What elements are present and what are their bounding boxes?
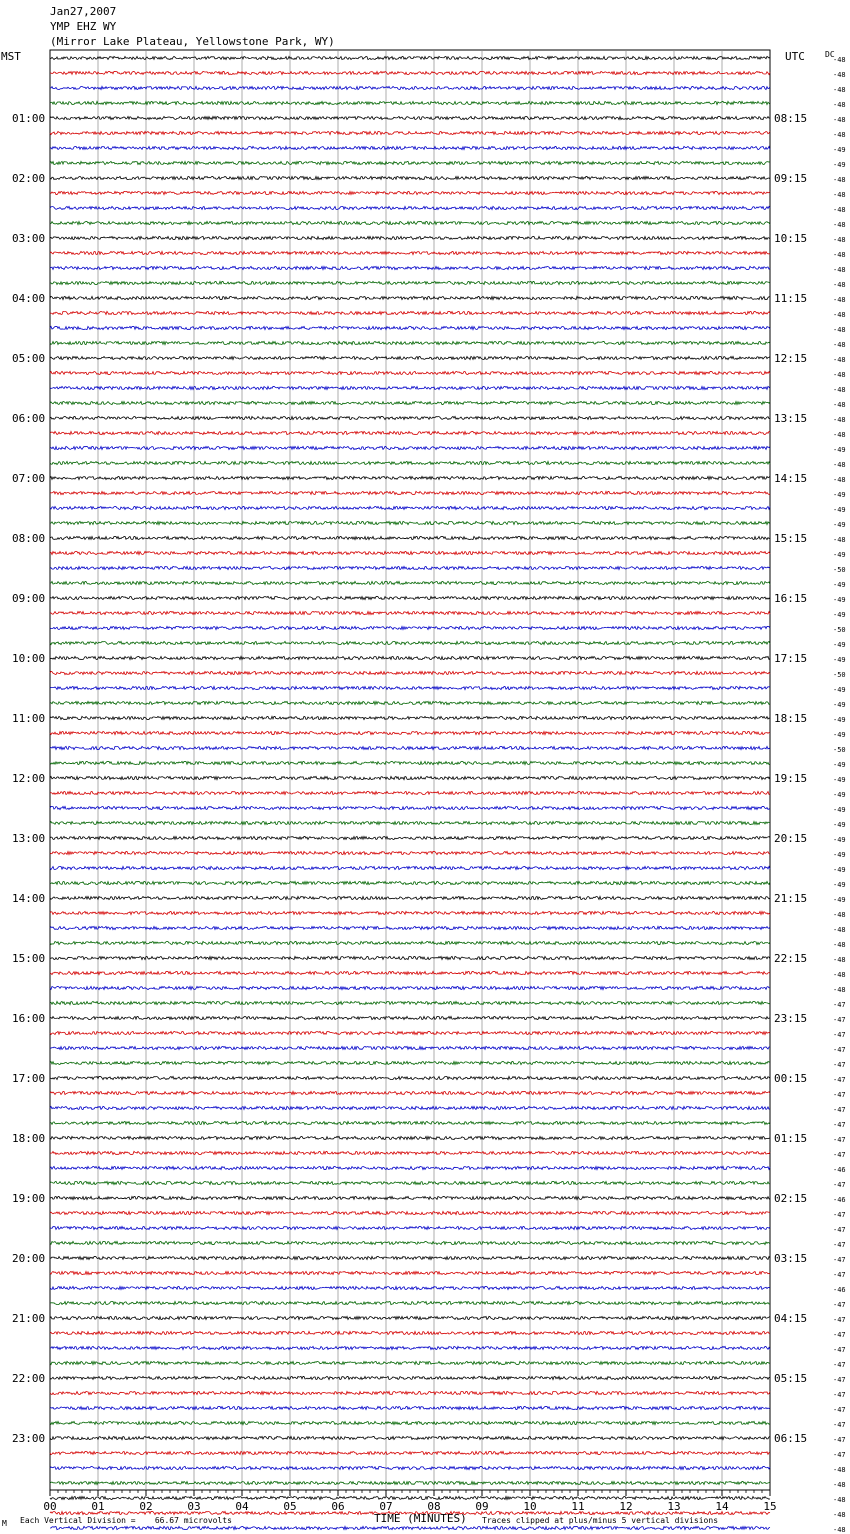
dc-offset-label: -49: [833, 896, 846, 904]
header-date: Jan27,2007: [50, 5, 117, 18]
trace-line: [50, 1316, 770, 1319]
dc-offset-label: -48: [833, 956, 846, 964]
trace-line: [50, 1181, 770, 1184]
trace-line: [50, 596, 770, 599]
trace-line: [50, 956, 770, 959]
x-tick-label: 09: [475, 1500, 489, 1513]
trace-line: [50, 1136, 770, 1139]
trace-line: [50, 1376, 770, 1379]
trace-line: [50, 251, 770, 254]
trace-line: [50, 71, 770, 74]
trace-line: [50, 296, 770, 299]
x-tick-label: 05: [283, 1500, 297, 1513]
trace-line: [50, 1196, 770, 1199]
x-axis-title: TIME (MINUTES): [374, 1512, 467, 1525]
trace-line: [50, 1361, 770, 1364]
mst-hour-label: 18:00: [12, 1132, 46, 1145]
x-tick-label: 07: [379, 1500, 393, 1513]
dc-offset-label: -47: [833, 1271, 846, 1279]
trace-line: [50, 851, 770, 854]
trace-line: [50, 836, 770, 839]
trace-line: [50, 1121, 770, 1124]
dc-offset-label: -48: [833, 431, 846, 439]
mst-hour-label: 22:00: [12, 1372, 46, 1385]
trace-line: [50, 521, 770, 524]
trace-line: [50, 1496, 770, 1499]
dc-offset-label: -47: [833, 1106, 846, 1114]
mst-hour-label: 21:00: [12, 1312, 46, 1325]
dc-offset-label: -47: [833, 1001, 846, 1009]
mst-hour-label: 20:00: [12, 1252, 46, 1265]
dc-offset-label: -47: [833, 1451, 846, 1459]
trace-line: [50, 236, 770, 239]
dc-offset-label: -49: [833, 146, 846, 154]
utc-hour-label: 03:15: [774, 1252, 808, 1265]
mst-hour-label: 07:00: [12, 472, 46, 485]
trace-line: [50, 491, 770, 494]
trace-line: [50, 776, 770, 779]
trace-line: [50, 1031, 770, 1034]
trace-line: [50, 1421, 770, 1424]
dc-offset-label: -48: [833, 236, 846, 244]
trace-line: [50, 221, 770, 224]
trace-line: [50, 446, 770, 449]
mst-hour-label: 15:00: [12, 952, 46, 965]
utc-hour-label: 20:15: [774, 832, 808, 845]
dc-offset-label: -48: [833, 266, 846, 274]
trace-line: [50, 1481, 770, 1484]
trace-line: [50, 1466, 770, 1469]
dc-offset-label: -48: [833, 341, 846, 349]
dc-offset-label: -48: [833, 986, 846, 994]
dc-offset-label: -48: [833, 356, 846, 364]
trace-line: [50, 176, 770, 179]
x-tick-label: 00: [43, 1500, 57, 1513]
utc-hour-label: 08:15: [774, 112, 808, 125]
utc-hour-label: 13:15: [774, 412, 808, 425]
dc-offset-label: -48: [833, 941, 846, 949]
trace-line: [50, 611, 770, 614]
trace-line: [50, 1406, 770, 1409]
x-tick-label: 04: [235, 1500, 249, 1513]
dc-offset-label: -49: [833, 806, 846, 814]
utc-hour-label: 15:15: [774, 532, 808, 545]
dc-offset-label: -48: [833, 1466, 846, 1474]
dc-offset-label: -49: [833, 776, 846, 784]
utc-hour-label: 09:15: [774, 172, 808, 185]
dc-offset-label: -49: [833, 866, 846, 874]
utc-hour-label: 10:15: [774, 232, 808, 245]
dc-offset-label: -50: [833, 566, 846, 574]
utc-hour-label: 11:15: [774, 292, 808, 305]
trace-line: [50, 461, 770, 464]
trace-line: [50, 806, 770, 809]
trace-line: [50, 551, 770, 554]
x-tick-label: 13: [667, 1500, 681, 1513]
trace-line: [50, 761, 770, 764]
mst-hour-label: 16:00: [12, 1012, 46, 1025]
trace-line: [50, 1436, 770, 1439]
trace-line: [50, 386, 770, 389]
dc-offset-label: -48: [833, 116, 846, 124]
trace-line: [50, 656, 770, 659]
trace-line: [50, 506, 770, 509]
dc-offset-label: -47: [833, 1181, 846, 1189]
trace-line: [50, 326, 770, 329]
dc-offset-label: -46: [833, 1196, 846, 1204]
trace-line: [50, 191, 770, 194]
dc-offset-label: -47: [833, 1346, 846, 1354]
trace-line: [50, 686, 770, 689]
trace-line: [50, 116, 770, 119]
dc-offset-label: -47: [833, 1436, 846, 1444]
trace-line: [50, 1166, 770, 1169]
trace-line: [50, 581, 770, 584]
corner-mark: M: [2, 1519, 7, 1528]
dc-offset-label: -48: [833, 251, 846, 259]
trace-line: [50, 821, 770, 824]
trace-line: [50, 341, 770, 344]
dc-offset-label: -48: [833, 1481, 846, 1489]
dc-offset-label: -48: [833, 926, 846, 934]
dc-offset-label: -49: [833, 521, 846, 529]
dc-offset-label: -47: [833, 1406, 846, 1414]
dc-offset-label: -50: [833, 626, 846, 634]
dc-offset-label: -49: [833, 506, 846, 514]
trace-line: [50, 161, 770, 164]
dc-offset-label: -49: [833, 611, 846, 619]
dc-offset-label: -47: [833, 1121, 846, 1129]
trace-line: [50, 1016, 770, 1019]
dc-offset-label: -49: [833, 491, 846, 499]
trace-line: [50, 716, 770, 719]
x-tick-label: 15: [763, 1500, 777, 1513]
dc-offset-label: -48: [833, 221, 846, 229]
utc-hour-label: 19:15: [774, 772, 808, 785]
trace-line: [50, 536, 770, 539]
dc-offset-label: -49: [833, 731, 846, 739]
dc-offset-label: -48: [833, 56, 846, 64]
trace-line: [50, 881, 770, 884]
dc-offset-label: -47: [833, 1331, 846, 1339]
mst-hour-label: 08:00: [12, 532, 46, 545]
dc-offset-label: -48: [833, 1511, 846, 1519]
mst-hour-label: 06:00: [12, 412, 46, 425]
trace-line: [50, 1211, 770, 1214]
dc-offset-label: -50: [833, 746, 846, 754]
trace-line: [50, 1256, 770, 1259]
trace-line: [50, 86, 770, 89]
trace-line: [50, 1391, 770, 1394]
dc-offset-label: -47: [833, 1046, 846, 1054]
utc-hour-label: 01:15: [774, 1132, 808, 1145]
utc-hour-label: 14:15: [774, 472, 808, 485]
trace-line: [50, 566, 770, 569]
dc-offset-label: -48: [833, 416, 846, 424]
trace-line: [50, 1286, 770, 1289]
dc-offset-label: -48: [833, 326, 846, 334]
dc-offset-label: -48: [833, 131, 846, 139]
trace-line: [50, 371, 770, 374]
trace-line: [50, 1271, 770, 1274]
x-tick-label: 02: [139, 1500, 153, 1513]
trace-line: [50, 1076, 770, 1079]
dc-offset-label: -47: [833, 1241, 846, 1249]
x-tick-label: 03: [187, 1500, 201, 1513]
trace-line: [50, 146, 770, 149]
mst-hour-label: 17:00: [12, 1072, 46, 1085]
trace-line: [50, 1106, 770, 1109]
utc-hour-label: 00:15: [774, 1072, 808, 1085]
trace-line: [50, 431, 770, 434]
dc-column-title: DC: [825, 50, 835, 59]
dc-offset-label: -47: [833, 1031, 846, 1039]
dc-offset-label: -49: [833, 161, 846, 169]
trace-line: [50, 101, 770, 104]
dc-offset-label: -49: [833, 596, 846, 604]
trace-line: [50, 1301, 770, 1304]
trace-line: [50, 356, 770, 359]
utc-hour-label: 21:15: [774, 892, 808, 905]
mst-hour-label: 12:00: [12, 772, 46, 785]
clip-note: Traces clipped at plus/minus 5 vertical divisions: [482, 1516, 719, 1525]
dc-offset-label: -48: [833, 371, 846, 379]
utc-hour-label: 04:15: [774, 1312, 808, 1325]
trace-line: [50, 281, 770, 284]
dc-offset-label: -48: [833, 281, 846, 289]
trace-line: [50, 791, 770, 794]
x-tick-label: 14: [715, 1500, 729, 1513]
utc-hour-label: 16:15: [774, 592, 808, 605]
dc-offset-label: -49: [833, 686, 846, 694]
dc-offset-label: -49: [833, 656, 846, 664]
dc-offset-label: -47: [833, 1136, 846, 1144]
dc-offset-label: -46: [833, 1286, 846, 1294]
trace-line: [50, 1226, 770, 1229]
dc-offset-label: -49: [833, 581, 846, 589]
mst-hour-label: 03:00: [12, 232, 46, 245]
dc-offset-label: -49: [833, 641, 846, 649]
trace-line: [50, 131, 770, 134]
dc-offset-label: -47: [833, 1211, 846, 1219]
trace-line: [50, 986, 770, 989]
dc-offset-label: -49: [833, 446, 846, 454]
trace-line: [50, 911, 770, 914]
dc-offset-label: -48: [833, 476, 846, 484]
dc-offset-label: -49: [833, 791, 846, 799]
mst-hour-label: 01:00: [12, 112, 46, 125]
dc-offset-label: -47: [833, 1091, 846, 1099]
x-tick-label: 08: [427, 1500, 441, 1513]
dc-offset-label: -48: [833, 101, 846, 109]
dc-offset-label: -48: [833, 461, 846, 469]
trace-line: [50, 1331, 770, 1334]
trace-line: [50, 1001, 770, 1004]
dc-offset-label: -48: [833, 401, 846, 409]
mst-hour-label: 11:00: [12, 712, 46, 725]
x-tick-label: 12: [619, 1500, 633, 1513]
trace-line: [50, 731, 770, 734]
dc-offset-label: -47: [833, 1061, 846, 1069]
x-tick-label: 01: [91, 1500, 105, 1513]
dc-offset-label: -47: [833, 1076, 846, 1084]
trace-line: [50, 401, 770, 404]
trace-line: [50, 1091, 770, 1094]
dc-offset-label: -49: [833, 851, 846, 859]
trace-line: [50, 476, 770, 479]
dc-offset-label: -48: [833, 176, 846, 184]
dc-offset-label: -48: [833, 911, 846, 919]
trace-line: [50, 1526, 770, 1529]
dc-offset-label: -48: [833, 86, 846, 94]
dc-offset-label: -48: [833, 311, 846, 319]
scale-note: Each Vertical Division = 66.67 microvolts: [20, 1516, 232, 1525]
x-tick-label: 10: [523, 1500, 537, 1513]
trace-line: [50, 896, 770, 899]
dc-offset-label: -47: [833, 1421, 846, 1429]
dc-offset-label: -47: [833, 1256, 846, 1264]
dc-offset-label: -49: [833, 836, 846, 844]
mst-hour-label: 23:00: [12, 1432, 46, 1445]
trace-line: [50, 941, 770, 944]
trace-line: [50, 701, 770, 704]
trace-line: [50, 866, 770, 869]
dc-offset-label: -48: [833, 536, 846, 544]
trace-line: [50, 1151, 770, 1154]
header-location: (Mirror Lake Plateau, Yellowstone Park, WY): [50, 35, 335, 48]
trace-line: [50, 1241, 770, 1244]
dc-offset-label: -48: [833, 71, 846, 79]
trace-line: [50, 56, 770, 59]
dc-offset-label: -46: [833, 1166, 846, 1174]
trace-line: [50, 206, 770, 209]
trace-line: [50, 266, 770, 269]
dc-offset-label: -47: [833, 1376, 846, 1384]
trace-line: [50, 1451, 770, 1454]
dc-offset-label: -47: [833, 1361, 846, 1369]
mst-hour-label: 13:00: [12, 832, 46, 845]
dc-offset-label: -48: [833, 386, 846, 394]
utc-hour-label: 02:15: [774, 1192, 808, 1205]
dc-offset-label: -48: [833, 1526, 846, 1534]
dc-offset-label: -47: [833, 1151, 846, 1159]
utc-hour-label: 23:15: [774, 1012, 808, 1025]
dc-offset-label: -47: [833, 1226, 846, 1234]
trace-line: [50, 671, 770, 674]
dc-offset-label: -48: [833, 206, 846, 214]
dc-offset-label: -47: [833, 1391, 846, 1399]
mst-hour-label: 05:00: [12, 352, 46, 365]
mst-hour-label: 09:00: [12, 592, 46, 605]
trace-line: [50, 1046, 770, 1049]
dc-offset-label: -48: [833, 1496, 846, 1504]
dc-offset-label: -49: [833, 761, 846, 769]
trace-line: [50, 641, 770, 644]
utc-hour-label: 12:15: [774, 352, 808, 365]
dc-offset-label: -49: [833, 821, 846, 829]
dc-offset-label: -49: [833, 716, 846, 724]
dc-offset-label: -48: [833, 971, 846, 979]
trace-line: [50, 971, 770, 974]
utc-hour-label: 22:15: [774, 952, 808, 965]
mst-hour-label: 04:00: [12, 292, 46, 305]
mst-hour-label: 19:00: [12, 1192, 46, 1205]
mst-hour-label: 14:00: [12, 892, 46, 905]
x-tick-label: 11: [571, 1500, 585, 1513]
trace-line: [50, 746, 770, 749]
dc-offset-label: -48: [833, 296, 846, 304]
x-tick-label: 06: [331, 1500, 345, 1513]
dc-offset-label: -49: [833, 881, 846, 889]
dc-offset-label: -47: [833, 1301, 846, 1309]
trace-line: [50, 311, 770, 314]
utc-hour-label: 17:15: [774, 652, 808, 665]
trace-line: [50, 1346, 770, 1349]
trace-line: [50, 1061, 770, 1064]
utc-hour-label: 05:15: [774, 1372, 808, 1385]
trace-line: [50, 926, 770, 929]
dc-offset-label: -47: [833, 1016, 846, 1024]
dc-offset-label: -49: [833, 701, 846, 709]
mst-axis-title: MST: [1, 50, 21, 63]
utc-hour-label: 18:15: [774, 712, 808, 725]
mst-hour-label: 02:00: [12, 172, 46, 185]
header-station: YMP EHZ WY: [50, 20, 117, 33]
utc-hour-label: 06:15: [774, 1432, 808, 1445]
mst-hour-label: 10:00: [12, 652, 46, 665]
dc-offset-label: -48: [833, 191, 846, 199]
trace-line: [50, 626, 770, 629]
trace-line: [50, 416, 770, 419]
dc-offset-label: -47: [833, 1316, 846, 1324]
utc-axis-title: UTC: [785, 50, 805, 63]
dc-offset-label: -49: [833, 551, 846, 559]
dc-offset-label: -50: [833, 671, 846, 679]
